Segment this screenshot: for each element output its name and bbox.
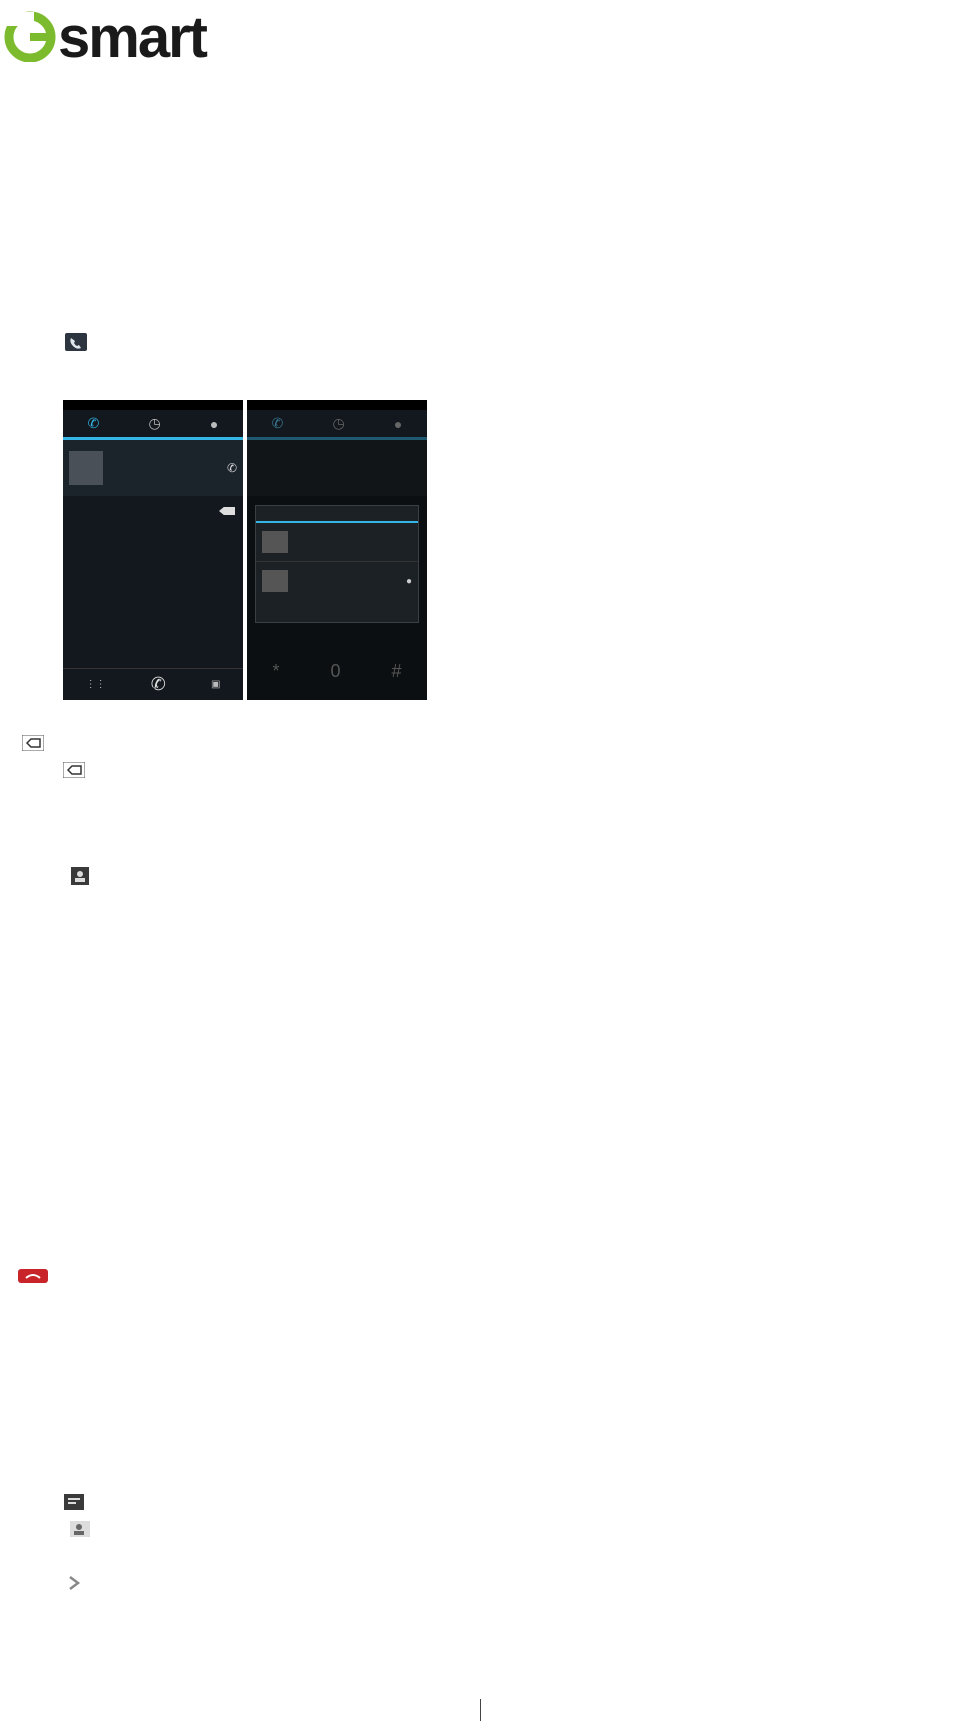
page-footer (0, 1700, 960, 1723)
zero-key: 0 (330, 660, 341, 681)
call-button[interactable]: ✆ (150, 674, 166, 694)
subsection-people (6, 837, 101, 945)
list-item (6, 1517, 106, 1544)
paragraph-line (6, 1264, 60, 1291)
dialpad-icon[interactable]: ⋮⋮ (85, 679, 106, 690)
recent-tab-icon[interactable]: ◷ (332, 415, 345, 431)
list-item (6, 1463, 106, 1490)
list-item (6, 1544, 106, 1571)
add-contact-icon[interactable]: ▣ (210, 679, 221, 690)
footer-separator (480, 1699, 481, 1721)
svg-text:smart: smart (58, 5, 206, 62)
phone-tab-icon[interactable]: ✆ (87, 415, 100, 431)
contacts-tab-icon[interactable]: ● (209, 415, 219, 432)
contacts-tab-icon[interactable]: ● (393, 415, 403, 432)
list-item (6, 918, 101, 945)
dialog-title (256, 506, 418, 523)
hash-key: # (391, 660, 402, 681)
list-item (6, 276, 100, 303)
person-icon: ● (405, 575, 412, 587)
subsection-phone-screen (6, 276, 100, 357)
list-item (6, 330, 100, 357)
note-line-1 (6, 731, 97, 758)
subsection-messages (6, 1463, 106, 1598)
list-item (6, 303, 100, 330)
list-item (6, 1571, 106, 1598)
list-item (6, 891, 101, 918)
backspace-icon (22, 735, 44, 751)
call-via-dialog (255, 505, 419, 623)
phone-screenshots (63, 400, 427, 700)
backspace-icon (63, 762, 85, 778)
subsection-end-call (6, 1264, 60, 1291)
gsmart-logo (4, 4, 264, 62)
recent-tab-icon[interactable]: ◷ (148, 415, 161, 431)
note-line-2 (6, 758, 97, 785)
list-item (6, 837, 101, 864)
dialer-screen (63, 400, 243, 700)
backspace-icon[interactable] (219, 507, 235, 515)
star-key: * (272, 660, 280, 681)
call-icon[interactable]: ✆ (226, 461, 237, 475)
send-icon (66, 1575, 82, 1591)
list-item (6, 1490, 106, 1517)
list-item (6, 864, 101, 891)
contacts-icon (70, 1521, 90, 1537)
note-box (6, 731, 97, 785)
new-message-icon (64, 1494, 84, 1510)
phone-dial-icon (64, 332, 88, 352)
call-via-screen (247, 400, 427, 700)
sim1-option[interactable] (256, 523, 418, 562)
end-call-icon (18, 1269, 48, 1283)
phone-tab-icon[interactable]: ✆ (271, 415, 284, 431)
contacts-icon (71, 867, 89, 885)
avatar (69, 451, 103, 485)
sim2-option[interactable] (256, 562, 418, 600)
